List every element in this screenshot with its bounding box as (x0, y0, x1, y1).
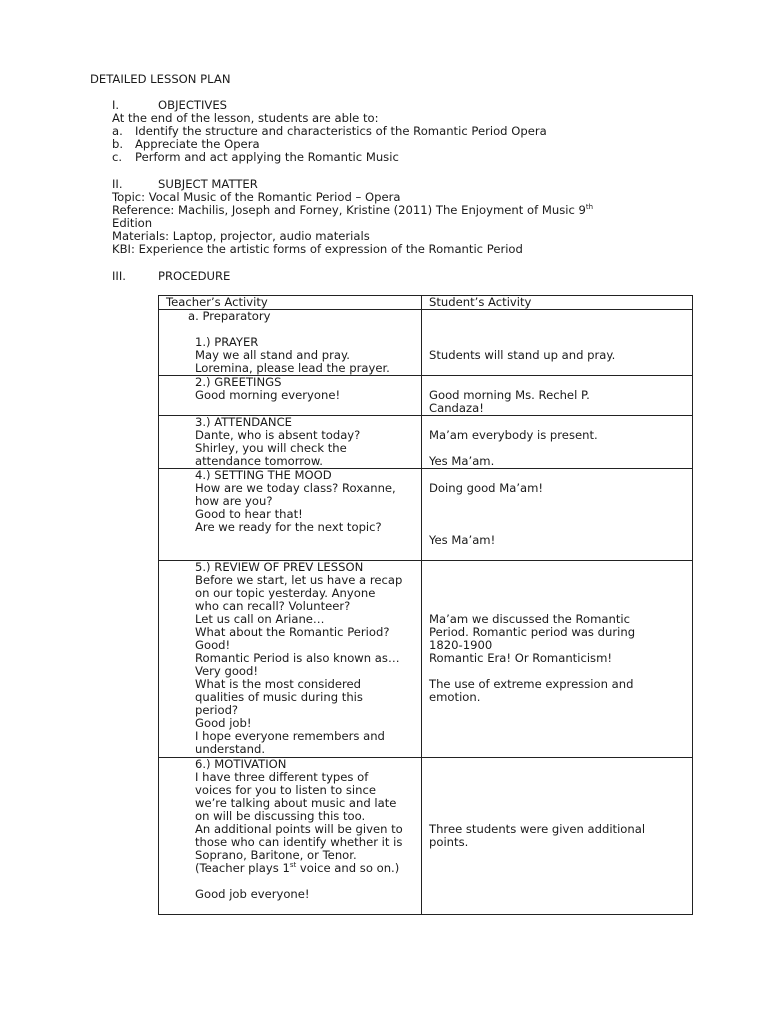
student-cell-prayer (422, 310, 693, 376)
section-numeral-procedure: III. (112, 269, 126, 283)
teacher-line: May we all stand and pray. (195, 348, 350, 362)
student-line: Three students were given additional (429, 822, 646, 836)
teacher-line: voices for you to listen to since (195, 783, 376, 797)
motivation-heading: 6.) MOTIVATION (195, 757, 287, 771)
section-numeral-objectives: I. (112, 98, 120, 112)
teacher-line: Loremina, please lead the prayer. (195, 361, 390, 375)
teacher-line: Very good! (195, 664, 259, 678)
teacher-line: Good job! (195, 716, 252, 730)
teacher-line: we’re talking about music and late (195, 796, 397, 810)
student-line: Romantic Era! Or Romanticism! (429, 651, 613, 665)
subject-reference-superscript: th (585, 203, 594, 211)
teacher-line: how are you? (195, 494, 273, 508)
greetings-heading: 2.) GREETINGS (195, 375, 282, 389)
teacher-line: Dante, who is absent today? (195, 428, 361, 442)
teacher-line: who can recall? Volunteer? (195, 599, 351, 613)
header-teacher-activity: Teacher’s Activity (159, 296, 422, 310)
student-line: Ma’am everybody is present. (429, 428, 598, 442)
procedure-table (158, 295, 693, 915)
table-row-motivation (159, 758, 693, 915)
teacher-line: What is the most considered (195, 677, 362, 691)
teacher-line: An additional points will be given to (195, 822, 403, 836)
subject-kbi: KBI: Experience the artistic forms of expression of the Romantic Period (112, 242, 523, 256)
teacher-line: Good morning everyone! (195, 388, 341, 402)
teacher-cell-prayer (159, 310, 422, 376)
teacher-line: Good! (195, 638, 231, 652)
student-line: Period. Romantic period was during (429, 625, 636, 639)
objective-marker-b: b. (112, 137, 124, 151)
table-row-attendance (159, 416, 693, 469)
student-line: Students will stand up and pray. (429, 348, 616, 362)
teacher-line: attendance tomorrow. (195, 454, 323, 468)
objective-marker-c: c. (112, 150, 123, 164)
student-line: emotion. (429, 690, 481, 704)
student-line: Yes Ma’am. (429, 454, 495, 468)
subject-topic: Topic: Vocal Music of the Romantic Period – Opera (112, 190, 401, 204)
objectives-intro: At the end of the lesson, students are able to: (112, 111, 379, 125)
student-line: Good morning Ms. Rechel P. (429, 388, 590, 402)
objective-text-c: Perform and act applying the Romantic Music (135, 150, 399, 164)
subject-reference-text: Reference: Machilis, Joseph and Forney, Kristine (2011) The Enjoyment of Music 9 (112, 203, 586, 217)
teacher-cell-review (159, 561, 422, 758)
table-header-row (159, 296, 693, 310)
student-cell-attendance (422, 416, 693, 469)
objective-text-b: Appreciate the Opera (135, 137, 260, 151)
teacher-line: on will be discussing this too. (195, 809, 366, 823)
student-line: The use of extreme expression and (429, 677, 634, 691)
student-cell-review (422, 561, 693, 758)
student-cell-motivation (422, 758, 693, 915)
teacher-line: on our topic yesterday. Anyone (195, 586, 376, 600)
section-heading-subject: SUBJECT MATTER (158, 177, 258, 191)
student-line: Doing good Ma’am! (429, 481, 544, 495)
student-line: Ma’am we discussed the Romantic (429, 612, 631, 626)
review-heading: 5.) REVIEW OF PREV LESSON (195, 560, 364, 574)
document-title: DETAILED LESSON PLAN (90, 72, 231, 86)
student-cell-mood (422, 469, 693, 561)
mood-heading: 4.) SETTING THE MOOD (195, 468, 332, 482)
teacher-line: Shirley, you will check the (195, 441, 347, 455)
teacher-line: What about the Romantic Period? (195, 625, 390, 639)
table-row-mood (159, 469, 693, 561)
student-line: Candaza! (429, 401, 484, 415)
teacher-line: Romantic Period is also known as… (195, 651, 400, 665)
teacher-line-text: (Teacher plays 1 (195, 861, 290, 875)
table-row-prayer (159, 310, 693, 376)
teacher-line (166, 862, 421, 875)
student-line: Yes Ma’am! (429, 533, 496, 547)
teacher-line: qualities of music during this (195, 690, 363, 704)
teacher-line: I have three different types of (195, 770, 369, 784)
teacher-line: How are we today class? Roxanne, (195, 481, 396, 495)
objective-text-a: Identify the structure and characteristics of the Romantic Period Opera (135, 124, 547, 138)
teacher-line: Good to hear that! (195, 507, 303, 521)
table-row-review (159, 561, 693, 758)
teacher-line: period? (195, 703, 239, 717)
teacher-line: understand. (195, 742, 266, 756)
attendance-heading: 3.) ATTENDANCE (195, 415, 293, 429)
teacher-line: Before we start, let us have a recap (195, 573, 403, 587)
student-cell-greetings (422, 376, 693, 416)
student-line: points. (429, 835, 469, 849)
prayer-heading: 1.) PRAYER (195, 335, 259, 349)
teacher-cell-motivation (159, 758, 422, 915)
teacher-line: Soprano, Baritone, or Tenor. (195, 848, 357, 862)
teacher-line: Let us call on Ariane… (195, 612, 325, 626)
subject-materials: Materials: Laptop, projector, audio materials (112, 229, 370, 243)
teacher-line: those who can identify whether it is (195, 835, 403, 849)
teacher-cell-attendance (159, 416, 422, 469)
teacher-cell-greetings (159, 376, 422, 416)
section-heading-procedure: PROCEDURE (158, 269, 231, 283)
section-numeral-subject: II. (112, 177, 123, 191)
teacher-line: I hope everyone remembers and (195, 729, 385, 743)
subject-reference (112, 204, 593, 217)
preparatory-label: a. Preparatory (188, 309, 271, 323)
teacher-line-superscript: st (289, 861, 297, 869)
teacher-line: Good job everyone! (195, 887, 310, 901)
teacher-line: Are we ready for the next topic? (195, 520, 382, 534)
student-line: 1820-1900 (429, 638, 493, 652)
section-heading-objectives: OBJECTIVES (158, 98, 228, 112)
objective-marker-a: a. (112, 124, 123, 138)
subject-reference-continued: Edition (112, 216, 153, 230)
teacher-cell-mood (159, 469, 422, 561)
teacher-line-text: voice and so on.) (296, 861, 400, 875)
table-row-greetings (159, 376, 693, 416)
header-student-activity: Student’s Activity (422, 296, 693, 310)
